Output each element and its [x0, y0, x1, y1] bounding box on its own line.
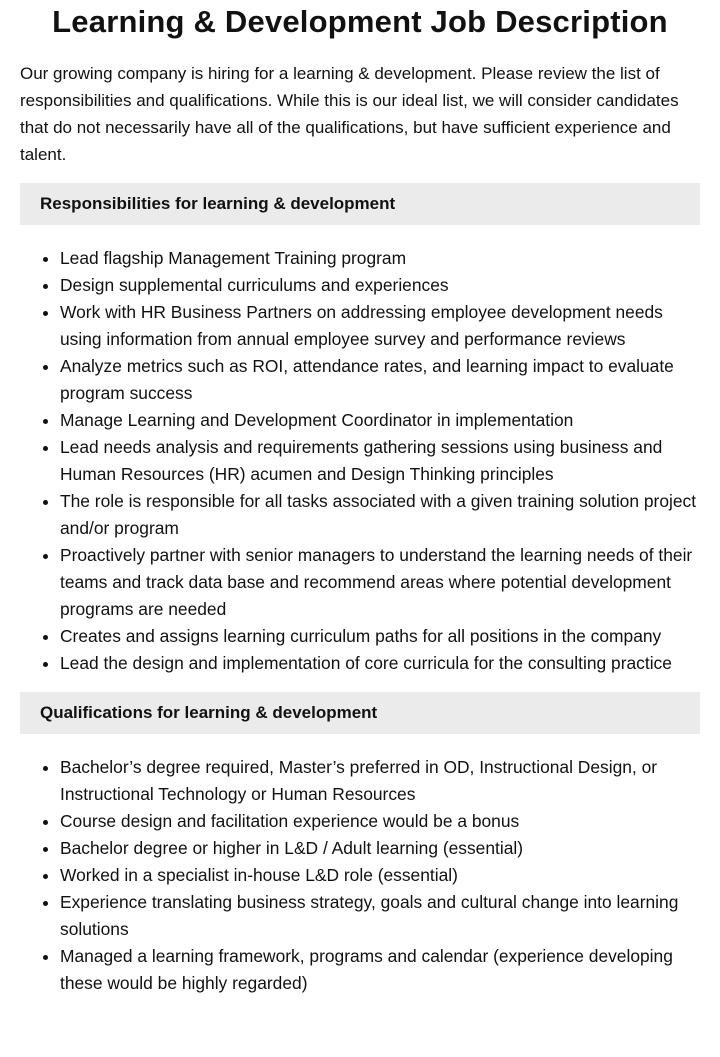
list-item: • The role is responsible for all tasks associated with a given training solution project and/or program: [60, 488, 700, 542]
list-item: • Proactively partner with senior managers to understand the learning needs of their teams and track data base and recommend areas where potential development programs are needed: [60, 542, 700, 623]
list-item: • Analyze metrics such as ROI, attendance rates, and learning impact to evaluate program success: [60, 353, 700, 407]
list-item: • Creates and assigns learning curriculum paths for all positions in the company: [60, 623, 700, 650]
responsibilities-heading: Responsibilities for learning & development: [20, 183, 700, 225]
list-item: • Course design and facilitation experience would be a bonus: [60, 808, 700, 835]
list-item: • Design supplemental curriculums and experiences: [60, 272, 700, 299]
list-item: • Managed a learning framework, programs and calendar (experience developing these would be highly regarded): [60, 943, 700, 997]
list-item: • Lead needs analysis and requirements gathering sessions using business and Human Resources (HR) acumen and Design Thinking principles: [60, 434, 700, 488]
list-item: • Experience translating business strategy, goals and cultural change into learning solutions: [60, 889, 700, 943]
list-item: • Worked in a specialist in-house L&D role (essential): [60, 862, 700, 889]
list-item: • Bachelor degree or higher in L&D / Adult learning (essential): [60, 835, 700, 862]
page-title: Learning & Development Job Description: [52, 4, 668, 39]
list-item: • Work with HR Business Partners on addressing employee development needs using information from annual employee survey and performance reviews: [60, 299, 700, 353]
qualifications-list: [20, 754, 700, 997]
qualifications-heading: Qualifications for learning & development: [20, 692, 700, 734]
list-item: • Bachelor’s degree required, Master’s preferred in OD, Instructional Design, or Instructional Technology or Human Resources: [60, 754, 700, 808]
intro-paragraph: Our growing company is hiring for a learning & development. Please review the list of responsibilities and qualifications. While this is our ideal list, we will consider candidates that do not necessarily have all of the qualifications, but have sufficient experience and talent.: [20, 64, 679, 164]
list-item: • Manage Learning and Development Coordinator in implementation: [60, 407, 700, 434]
list-item: • Lead flagship Management Training program: [60, 245, 700, 272]
list-item: • Lead the design and implementation of core curricula for the consulting practice: [60, 650, 700, 677]
responsibilities-list: [20, 245, 700, 677]
